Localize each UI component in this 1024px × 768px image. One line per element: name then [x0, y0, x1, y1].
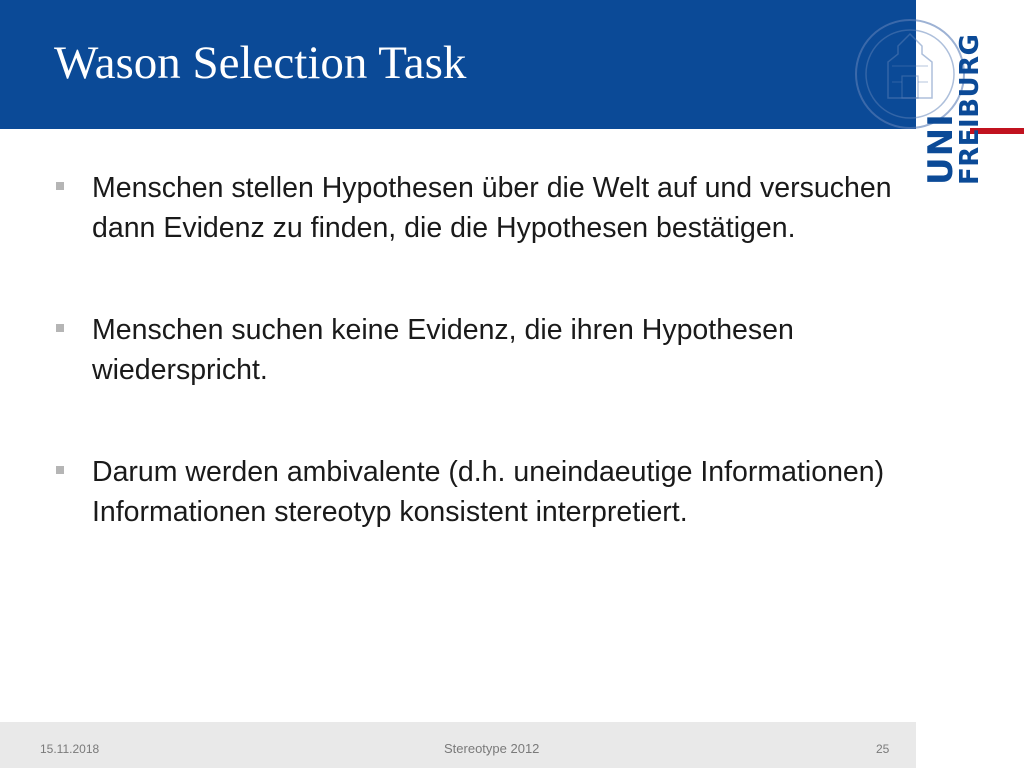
footer-title: Stereotype 2012	[444, 741, 540, 756]
square-bullet-icon	[56, 182, 64, 190]
bullet-text: Menschen stellen Hypothesen über die Welt auf und versuchen dann Evidenz zu finden, die die Hypothesen bestätigen.	[92, 172, 892, 244]
footer-bar	[0, 722, 916, 768]
page-number: 25	[876, 742, 890, 756]
bullet-item	[56, 310, 896, 390]
slide-content	[56, 168, 896, 594]
logo-text-freiburg: FREIBURG	[955, 33, 985, 185]
university-logo	[916, 0, 1024, 200]
logo-text-uni: UNI	[921, 113, 961, 185]
bullet-text: Darum werden ambivalente (d.h. uneindaeutige Informationen) Informationen stereotyp konsistent interpretiert.	[92, 456, 885, 528]
square-bullet-icon	[56, 466, 64, 474]
footer-date: 15.11.2018	[40, 742, 100, 756]
slide-title: Wason Selection Task	[54, 37, 467, 89]
bullet-item	[56, 168, 896, 248]
bullet-text: Menschen suchen keine Evidenz, die ihren Hypothesen wiederspricht.	[92, 314, 794, 386]
bullet-item	[56, 452, 896, 532]
square-bullet-icon	[56, 324, 64, 332]
